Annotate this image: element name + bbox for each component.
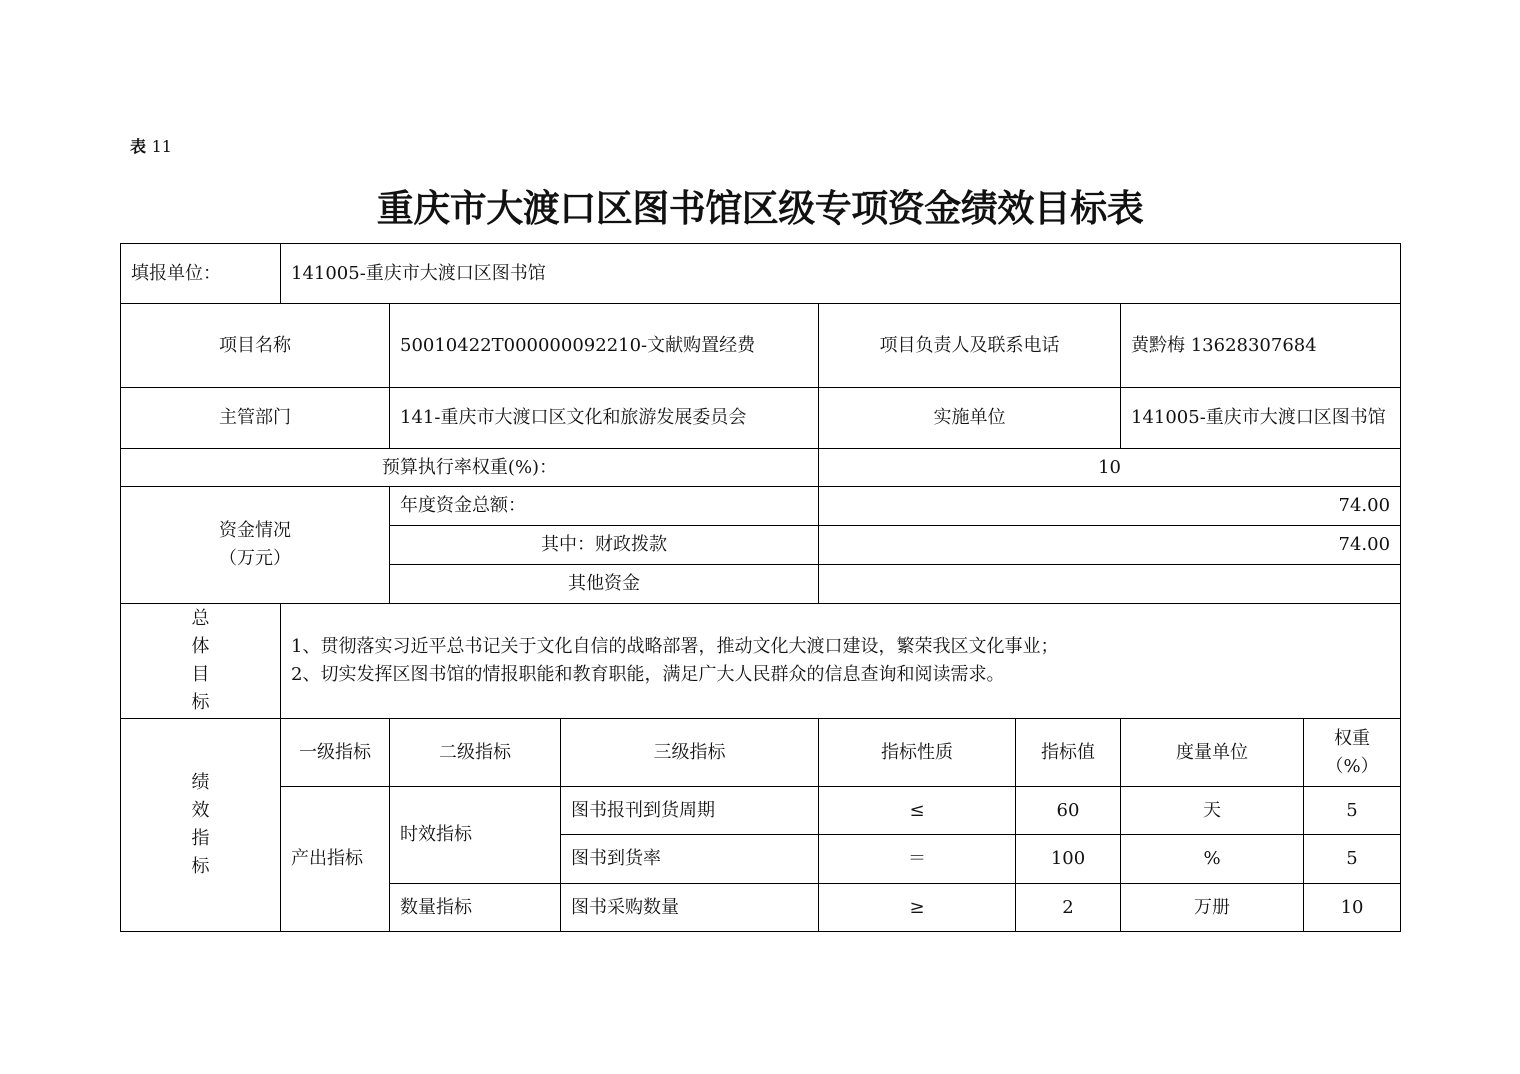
overall-goal-char: 总	[191, 608, 210, 629]
nature-cell: ≤	[819, 787, 1016, 835]
level3-cell: 图书报刊到货周期	[561, 787, 819, 835]
level2-quantity: 数量指标	[390, 884, 561, 932]
value-cell: 2	[1016, 884, 1121, 932]
table-row	[121, 787, 1401, 835]
overall-goal-label	[121, 604, 281, 719]
level2-timeliness: 时效指标	[390, 787, 561, 884]
overall-goal-char: 标	[191, 692, 210, 713]
project-contact-value: 黄黔梅 13628307684	[1121, 304, 1401, 388]
performance-label-char: 指	[191, 828, 210, 849]
value-cell: 60	[1016, 787, 1121, 835]
header-unit: 度量单位	[1121, 719, 1304, 787]
other-funds-label: 其他资金	[390, 565, 819, 604]
nature-cell: ＝	[819, 835, 1016, 884]
total-funds-label: 年度资金总额：	[390, 487, 819, 526]
department-label: 主管部门	[121, 388, 390, 449]
project-name-value: 50010422T000000092210-文献购置经费	[390, 304, 819, 388]
reporting-unit-label: 填报单位：	[121, 244, 281, 304]
unit-cell: 万册	[1121, 884, 1304, 932]
weight-cell: 10	[1304, 884, 1401, 932]
reporting-unit-value: 141005-重庆市大渡口区图书馆	[281, 244, 1401, 304]
table-number-value: 11	[151, 137, 172, 156]
performance-indicators-label	[121, 719, 281, 932]
budget-weight-label: 预算执行率权重(%)：	[121, 449, 819, 487]
nature-cell: ≥	[819, 884, 1016, 932]
unit-cell: %	[1121, 835, 1304, 884]
overall-goal-text	[281, 604, 1401, 719]
header-value: 指标值	[1016, 719, 1121, 787]
fiscal-funds-label: 其中：财政拨款	[390, 526, 819, 565]
header-level1: 一级指标	[281, 719, 390, 787]
header-nature: 指标性质	[819, 719, 1016, 787]
level3-cell: 图书到货率	[561, 835, 819, 884]
overall-goal-char: 体	[191, 636, 210, 657]
table-number	[130, 134, 172, 157]
overall-goal-line: 1、贯彻落实习近平总书记关于文化自信的战略部署，推动文化大渡口建设，繁荣我区文化事业；	[291, 636, 1059, 657]
page-title: 重庆市大渡口区图书馆区级专项资金绩效目标表	[376, 187, 1144, 230]
performance-label-char: 效	[191, 800, 210, 821]
performance-label-char: 绩	[191, 772, 210, 793]
weight-cell: 5	[1304, 835, 1401, 884]
other-funds-value	[819, 565, 1401, 604]
project-name-label: 项目名称	[121, 304, 390, 388]
project-contact-label: 项目负责人及联系电话	[819, 304, 1121, 388]
weight-cell: 5	[1304, 787, 1401, 835]
budget-weight-value: 10	[819, 449, 1401, 487]
department-value: 141-重庆市大渡口区文化和旅游发展委员会	[390, 388, 819, 449]
funds-label-line1: 资金情况	[219, 520, 291, 541]
fiscal-funds-value: 74.00	[819, 526, 1401, 565]
table-number-prefix: 表	[130, 137, 147, 156]
total-funds-value: 74.00	[819, 487, 1401, 526]
level3-cell: 图书采购数量	[561, 884, 819, 932]
level1-output: 产出指标	[281, 787, 390, 932]
funds-label-line2: （万元）	[219, 548, 291, 569]
performance-label-char: 标	[191, 856, 210, 877]
overall-goal-line: 2、切实发挥区图书馆的情报职能和教育职能，满足广大人民群众的信息查询和阅读需求。	[291, 664, 1005, 685]
header-weight: 权重（%）	[1304, 719, 1401, 787]
implementing-unit-value: 141005-重庆市大渡口区图书馆	[1121, 388, 1401, 449]
overall-goal-char: 目	[191, 664, 210, 685]
implementing-unit-label: 实施单位	[819, 388, 1121, 449]
unit-cell: 天	[1121, 787, 1304, 835]
header-level2: 二级指标	[390, 719, 561, 787]
funds-label	[121, 487, 390, 604]
performance-target-table	[120, 243, 1401, 932]
header-level3: 三级指标	[561, 719, 819, 787]
value-cell: 100	[1016, 835, 1121, 884]
